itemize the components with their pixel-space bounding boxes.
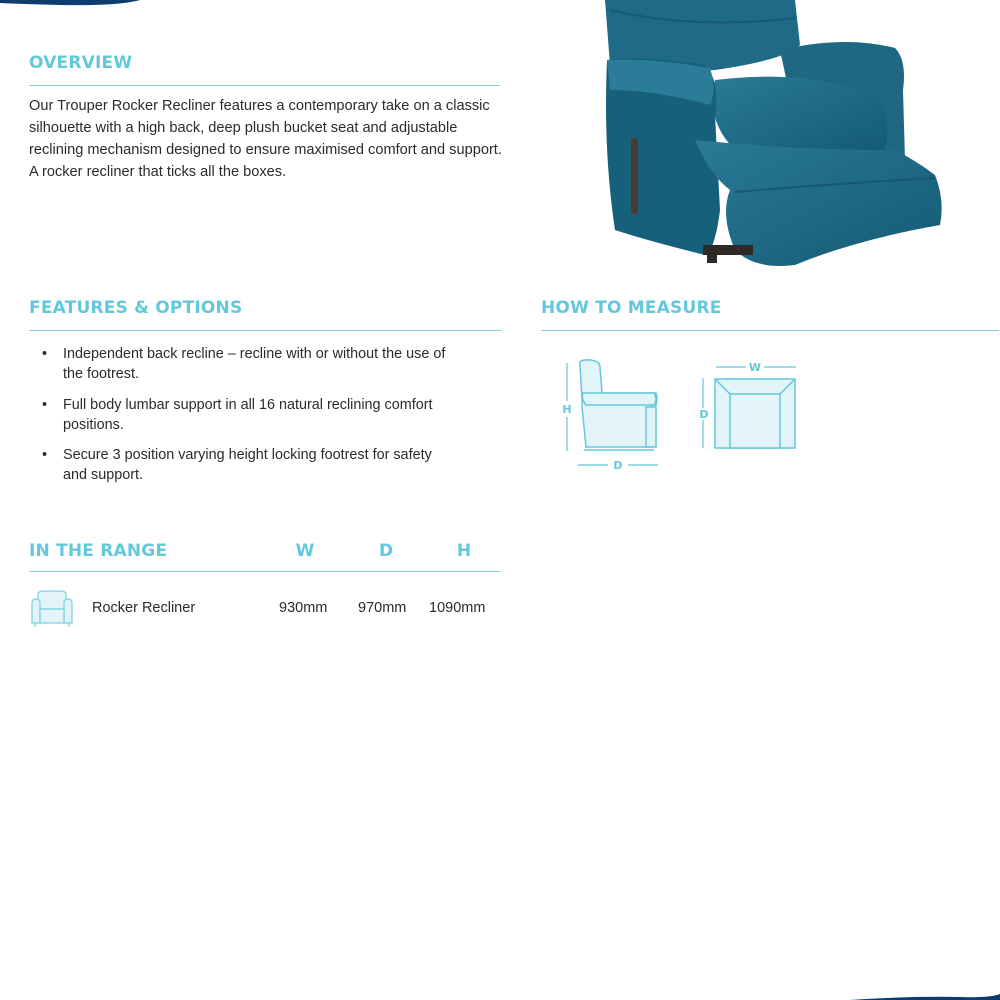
range-item-d: 970mm — [358, 600, 407, 616]
top-view-diagram — [696, 358, 806, 453]
measure-divider — [541, 330, 999, 331]
top-width-label: W — [748, 361, 762, 374]
range-col-w: W — [295, 541, 315, 561]
top-depth-label: D — [699, 408, 709, 421]
height-label: H — [562, 403, 572, 416]
recliner-photo — [595, 0, 950, 275]
list-item: • Independent back recline – recline with or without the use of the footrest. — [42, 346, 446, 382]
top-left-swoosh — [0, 0, 160, 8]
feature-text: Secure 3 position varying height locking footrest for safety and support. — [63, 447, 432, 483]
list-item: • Secure 3 position varying height locking footrest for safety and support. — [42, 447, 432, 483]
feature-text: Full body lumbar support in all 16 natural reclining comfort positions. — [63, 396, 433, 433]
features-heading: FEATURES & OPTIONS — [29, 298, 243, 318]
bottom-right-swoosh — [850, 990, 1000, 1000]
overview-text: Our Trouper Rocker Recliner features a contemporary take on a classic silhouette with a high back, deep plush bucket seat and adjustable reclining mechanism designed to ensure maximised comfort and support. A rocker recliner that ticks all the boxes. — [29, 98, 502, 180]
range-item-w: 930mm — [279, 600, 328, 616]
armchair-icon — [29, 589, 75, 629]
overview-divider — [29, 85, 500, 86]
range-item-h: 1090mm — [429, 600, 486, 616]
range-divider — [29, 571, 500, 572]
side-depth-label: D — [613, 459, 623, 472]
features-divider — [29, 330, 501, 331]
feature-text: Independent back recline – recline with or without the use of the footrest. — [63, 346, 446, 382]
range-col-d: D — [378, 541, 394, 561]
list-item: • Full body lumbar support in all 16 natural reclining comfort positions. — [42, 396, 433, 433]
features-list — [29, 344, 459, 496]
side-view-diagram — [556, 355, 666, 475]
range-heading: IN THE RANGE — [29, 541, 168, 561]
range-item-name: Rocker Recliner — [92, 600, 196, 616]
measure-heading: HOW TO MEASURE — [541, 298, 722, 318]
range-col-h: H — [456, 541, 472, 561]
overview-heading: OVERVIEW — [29, 53, 133, 73]
